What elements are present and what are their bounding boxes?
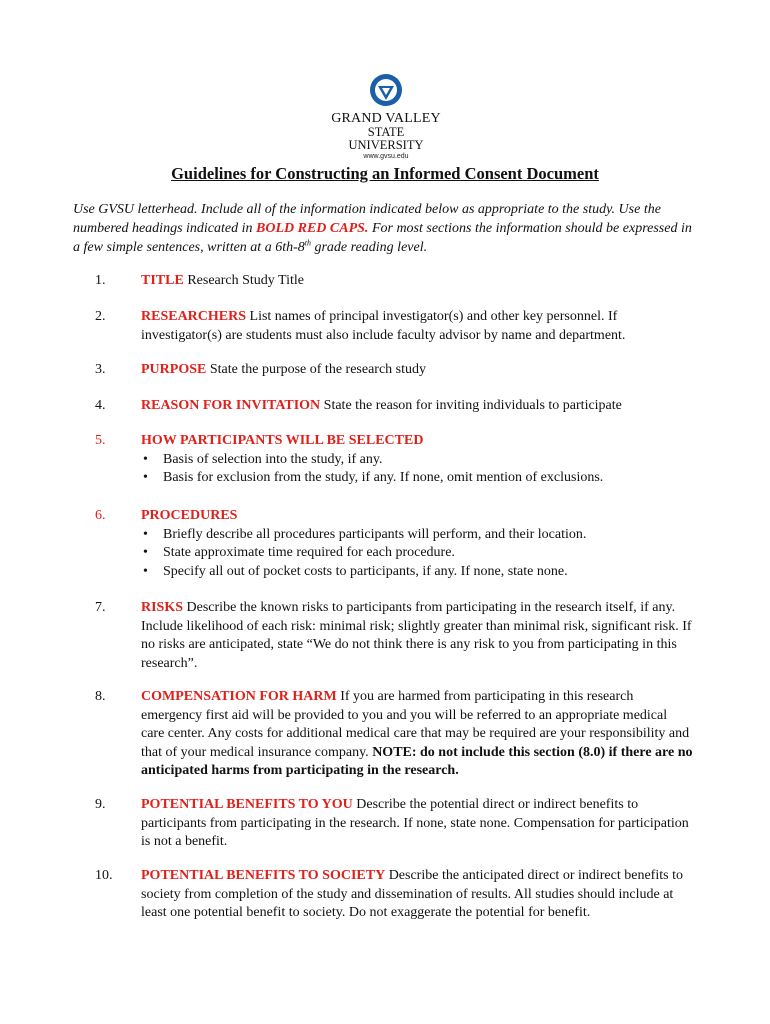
logo-wordmark-line2: STATE UNIVERSITY [348,125,424,152]
item-heading: POTENTIAL BENEFITS TO YOU [141,797,353,812]
item-number: 7. [95,600,106,615]
bullet-icon: • [143,526,148,542]
gvsu-emblem-icon [368,72,404,108]
item-number: 4. [95,398,106,413]
bullet-text: State approximate time required for each procedure. [163,545,455,560]
item-heading: PURPOSE [141,362,207,377]
item-heading: RISKS [141,600,184,615]
item-text: Describe the known risks to participants from participating in the research itself, if any. Include likelihood of each risk: minimal risk; slightly greater than minimal risk, significant risk. If no risks are anticipated, state “We do not think there is any risk to you from participating in this research”. [141,600,692,671]
item-heading: TITLE [141,273,184,288]
item-heading: POTENTIAL BENEFITS TO SOCIETY [141,868,386,883]
item-text: Describe the potential direct or indirect benefits to participants from participating in the research. If none, state none. Compensation for participation is not a benefit. [141,797,689,849]
bullet-text: Specify all out of pocket costs to participants, if any. If none, state none. [163,563,568,579]
list-item [73,432,693,488]
item-note: NOTE: do not include this section (8.0) if there are no anticipated harms from participating in the research. [141,744,693,778]
item-heading: HOW PARTICIPANTS WILL BE SELECTED [141,433,424,448]
list-item [73,361,693,380]
item-number: 5. [95,433,106,448]
item-text: List names of principal investigator(s) and other key personnel. If investigator(s) are students must also include faculty advisor by name and department. [141,309,626,343]
intro-paragraph [73,200,693,257]
bullet-icon: • [143,470,148,485]
bullet-list [141,451,693,488]
list-item [73,796,693,852]
item-heading: RESEARCHERS [141,309,247,324]
intro-text-1: Use GVSU letterhead. Include all of the information indicated below as appropriate to the study. Use the numbered headings indicated in [73,202,661,236]
item-text: State the purpose of the research study [206,362,426,377]
list-item [73,272,693,291]
document-title: Guidelines for Constructing an Informed Consent Document [171,164,599,183]
bullet-text: Basis for exclusion from the study, if any. If none, omit mention of exclusions. [163,470,604,485]
item-text: Describe the anticipated direct or indirect benefits to society from completion of the study and dissemination of results. All studies should include at least one potential benefit to society. Do not exaggerate the potential for benefit. [141,868,683,920]
list-item [73,507,693,581]
item-number: 9. [95,797,106,812]
intro-superscript: th [304,238,311,248]
bullet-list [141,526,693,582]
list-item [73,867,693,923]
bullet-text: Briefly describe all procedures participants will perform, and their location. [163,526,587,542]
item-text: State the reason for inviting individuals to participate [320,398,622,413]
gvsu-logo [331,72,441,162]
bullet-item [143,469,693,488]
item-heading: REASON FOR INVITATION [141,398,321,413]
list-item [73,599,693,673]
item-number: 10. [95,868,113,883]
bullet-item [143,544,693,563]
item-text: If you are harmed from participating in this research emergency first aid will be provided to you and you will be referred to an appropriate medical care center. Any costs for additional medical care that may be required are your responsibility and that of your medical insurance company. [141,689,690,760]
list-item [73,397,693,416]
item-heading: PROCEDURES [141,508,238,523]
bullet-text: Basis of selection into the study, if any. [163,451,383,467]
item-number: 6. [95,508,106,523]
bullet-item [143,526,693,545]
list-item [73,308,693,345]
intro-text-3: grade reading level. [310,240,428,255]
item-heading: COMPENSATION FOR HARM [141,689,337,704]
item-number: 2. [95,309,106,324]
item-number: 1. [95,273,106,288]
item-number: 8. [95,689,106,704]
bullet-icon: • [143,451,148,467]
intro-highlight: BOLD RED CAPS. [256,221,369,236]
bullet-item [143,451,693,470]
logo-wordmark-line1: GRAND VALLEY [331,111,441,126]
intro-text-2: For most sections the information should be expressed in a few simple sentences, written at a 6th-8 [73,221,692,255]
bullet-icon: • [143,563,148,579]
logo-url: www.gvsu.edu [363,153,409,160]
list-item [73,688,693,781]
item-text: Research Study Title [183,273,304,288]
bullet-item [143,563,693,582]
item-number: 3. [95,362,106,377]
bullet-icon: • [143,545,148,560]
